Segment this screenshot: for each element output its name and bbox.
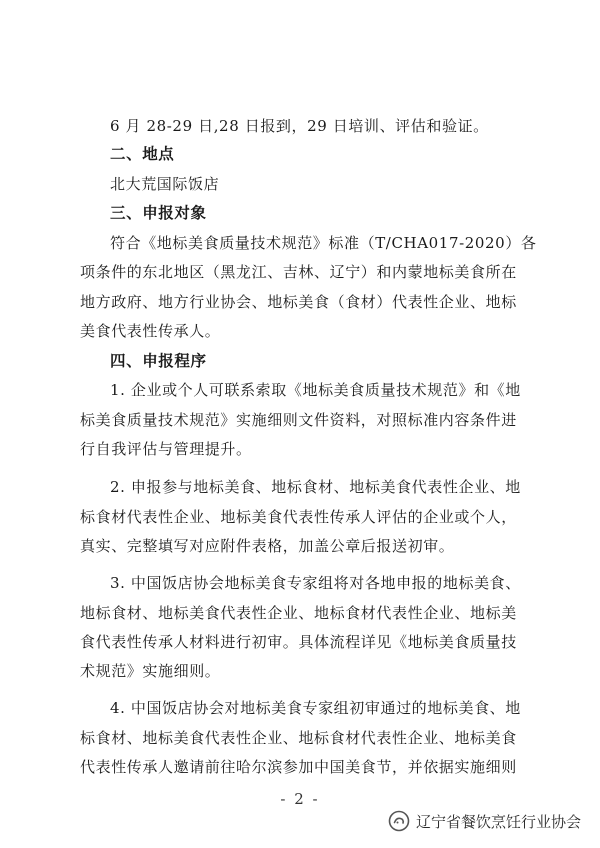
schedule-line: 6 月 28-29 日,28 日报到，29 日培训、评估和验证。: [110, 117, 489, 135]
paragraph-line: 美食代表性传承人。: [80, 322, 221, 340]
section-heading-location: 二、地点: [110, 145, 175, 163]
watermark-text: 辽宁省餐饮烹饪行业协会: [416, 812, 582, 831]
section-heading-procedure: 四、申报程序: [110, 352, 207, 370]
paragraph-line: 标食材代表性企业、地标美食代表性传承人评估的企业或个人，: [80, 508, 517, 526]
wechat-official-account-icon: [388, 810, 410, 832]
paragraph-line: 术规范》实施细则。: [80, 662, 221, 680]
paragraph-line: 地方政府、地方行业协会、地标美食（食材）代表性企业、地标: [80, 293, 517, 311]
paragraph-line: 3. 中国饭店协会地标美食专家组将对各地申报的地标美食、: [110, 574, 521, 592]
source-watermark: [388, 808, 581, 834]
paragraph-line: 地标食材、地标美食代表性企业、地标食材代表性企业、地标美: [80, 604, 517, 622]
section-heading-applicants: 三、申报对象: [110, 204, 207, 222]
paragraph-line: 符合《地标美食质量技术规范》标准（T/CHA017-2020）各: [110, 234, 537, 252]
paragraph-line: 2. 申报参与地标美食、地标食材、地标美食代表性企业、地: [110, 478, 521, 496]
paragraph-line: 真实、完整填写对应附件表格，加盖公章后报送初审。: [80, 537, 455, 555]
paragraph-line: 项条件的东北地区（黑龙江、吉林、辽宁）和内蒙地标美食所在: [80, 263, 517, 281]
paragraph-line: 行自我评估与管理提升。: [80, 440, 252, 458]
paragraph-line: 食代表性传承人材料进行初审。具体流程详见《地标美食质量技: [80, 633, 517, 651]
paragraph-line: 代表性传承人邀请前往哈尔滨参加中国美食节，并依据实施细则: [80, 758, 517, 776]
location-text: 北大荒国际饭店: [110, 175, 220, 193]
paragraph-line: 标美食质量技术规范》实施细则文件资料，对照标准内容条件进: [80, 411, 517, 429]
paragraph-line: 4. 中国饭店协会对地标美食专家组初审通过的地标美食、地: [110, 699, 521, 717]
paragraph-line: 1. 企业或个人可联系索取《地标美食质量技术规范》和《地: [110, 381, 521, 399]
page-number: - 2 -: [280, 790, 320, 808]
paragraph-line: 标食材、地标美食代表性企业、地标食材代表性企业、地标美食: [80, 729, 517, 747]
